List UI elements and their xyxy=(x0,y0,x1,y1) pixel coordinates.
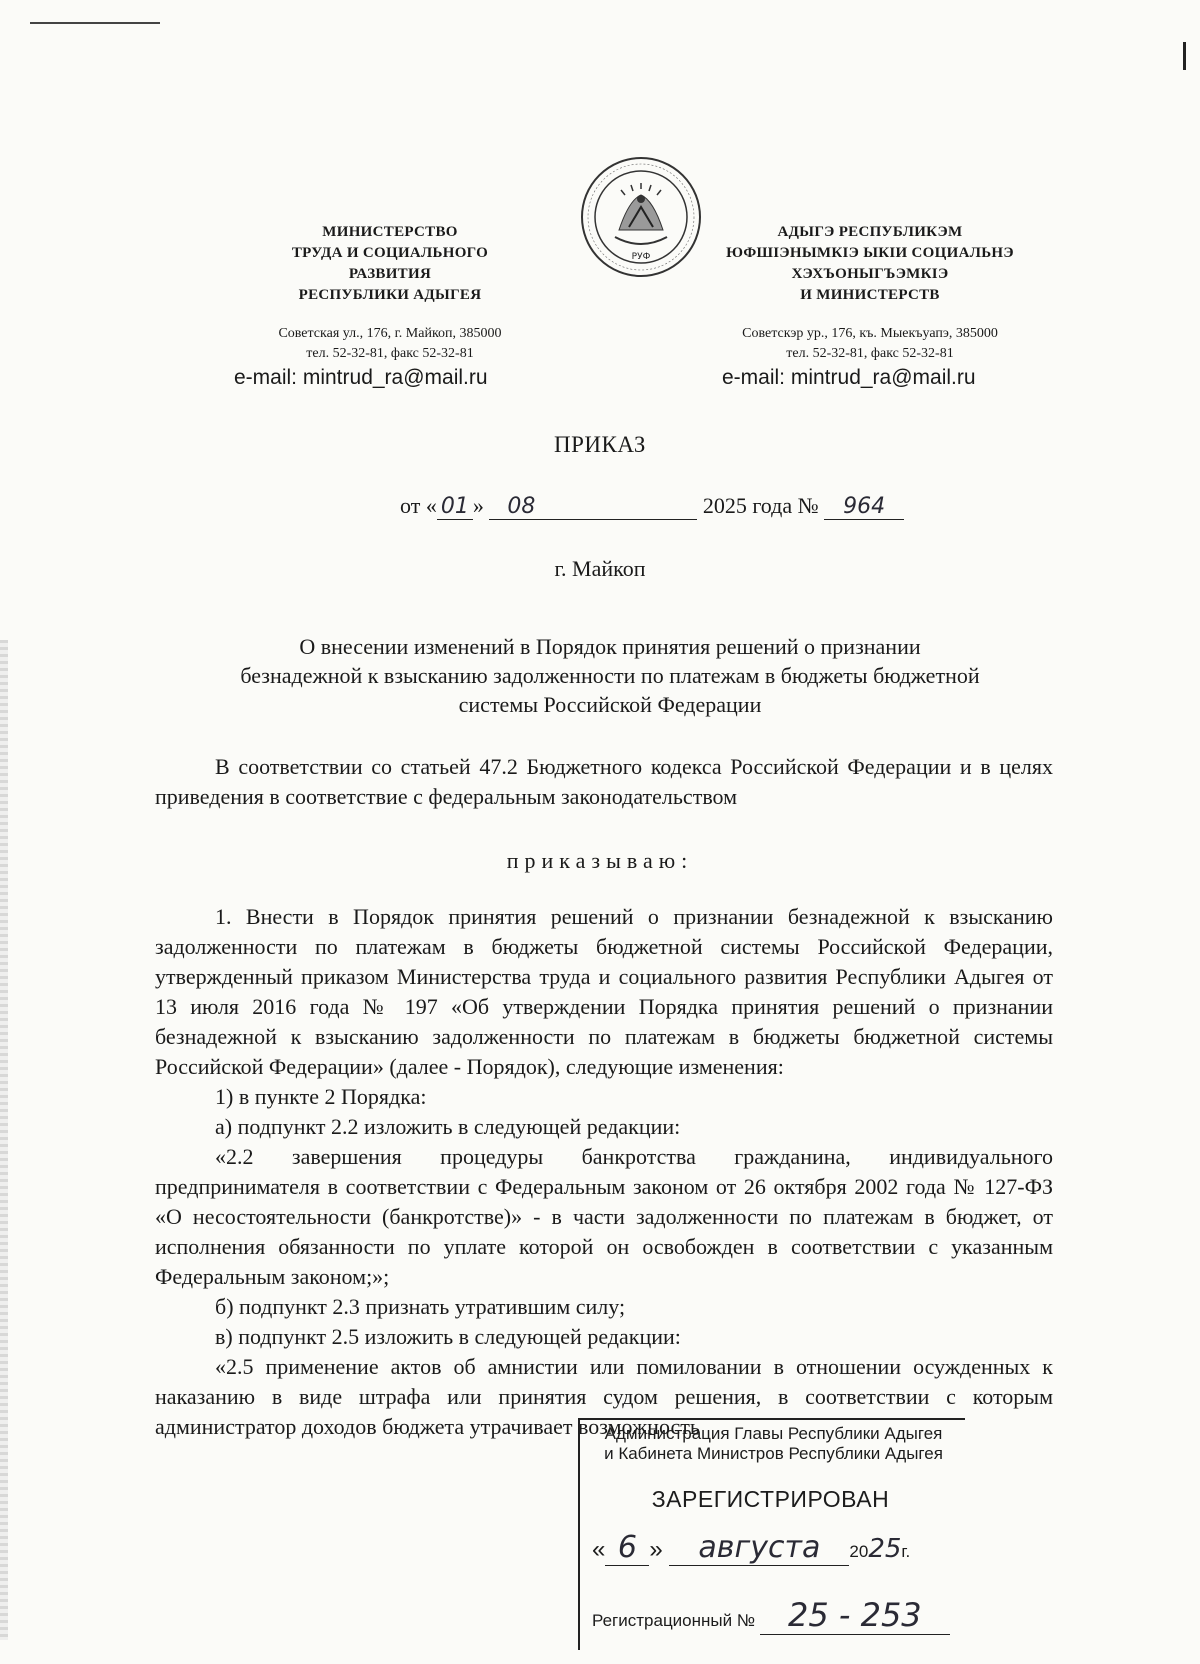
paragraph: в) подпункт 2.5 изложить в следующей редакции: xyxy=(215,1324,681,1349)
stamp-organization xyxy=(586,1424,961,1464)
ministry-ru-contacts xyxy=(220,324,560,364)
address-ru: Советская ул., 176, г. Майкоп, 385000 xyxy=(278,326,502,341)
ministry-ru-line: РАЗВИТИЯ xyxy=(348,266,432,282)
document-body xyxy=(155,902,1053,1442)
stamp-day-handwritten: 6 xyxy=(605,1530,649,1566)
ministry-ru-line: МИНИСТЕРСТВО xyxy=(322,224,458,240)
email-ru: e-mail: mintrud_ra@mail.ru xyxy=(234,366,488,389)
date-month-handwritten: 08 xyxy=(489,495,697,520)
phone-ady: тел. 52-32-81, факс 52-32-81 xyxy=(786,346,954,361)
stamp-registration-number xyxy=(592,1596,962,1635)
stamp-year-end: г. xyxy=(901,1542,911,1561)
ministry-ady-line: ХЭХЪОНЫГЪЭМКІЭ xyxy=(791,266,949,282)
paragraph: 1) в пункте 2 Порядка: xyxy=(215,1084,427,1109)
stamp-reg-label: Регистрационный № xyxy=(592,1611,756,1630)
ministry-name-ru xyxy=(240,222,540,306)
date-prefix: от « xyxy=(400,493,437,518)
phone-ru: тел. 52-32-81, факс 52-32-81 xyxy=(306,346,474,361)
stamp-org-line: и Кабинета Министров Республики Адыгея xyxy=(604,1444,943,1463)
email-ady: e-mail: mintrud_ra@mail.ru xyxy=(722,366,976,389)
scan-artifact-mark xyxy=(1183,42,1186,70)
scan-edge-shadow xyxy=(0,640,8,1640)
ministry-ady-contacts xyxy=(690,324,1050,364)
ministry-ru-line: РЕСПУБЛИКИ АДЫГЕЯ xyxy=(298,287,482,303)
preamble xyxy=(155,752,1053,812)
date-year: 2025 года № xyxy=(702,493,819,518)
subject-line: безнадежной к взысканию задолженности по платежам в бюджеты бюджетной xyxy=(240,663,980,688)
document-number-handwritten: 964 xyxy=(824,495,904,520)
subject-line: системы Российской Федерации xyxy=(458,692,762,717)
ministry-ady-line: ЮФШІЭНЫМКІЭ ЫКІИ СОЦИАЛЬНЭ xyxy=(726,245,1014,261)
paragraph: «2.5 применение актов об амнистии или помиловании в отношении осужденных к наказанию в виде штрафа или принятия судом решения, в соответствии с которым администратор доходов бюджета утрачивает возможность xyxy=(155,1354,1053,1439)
paragraph: б) подпункт 2.3 признать утратившим силу; xyxy=(215,1294,626,1319)
registration-stamp xyxy=(578,1418,963,1648)
stamp-quote-close: » xyxy=(649,1536,663,1563)
ministry-name-ady xyxy=(700,222,1040,306)
ministry-ady-line: И МИНИСТЕРСТВ xyxy=(800,287,940,303)
stamp-status: ЗАРЕГИСТРИРОВАН xyxy=(651,1486,890,1512)
preamble-text: В соответствии со статьей 47.2 Бюджетного кодекса Российской Федерации и в целях приведения в соответствие с федеральным законодательством xyxy=(155,754,1053,809)
date-sep: » xyxy=(472,493,484,518)
stamp-date xyxy=(592,1530,962,1566)
stamp-month-handwritten: августа xyxy=(669,1530,849,1566)
document-subject xyxy=(160,632,1060,719)
stamp-quote-open: « xyxy=(592,1536,606,1563)
stamp-year-prefix: 20 xyxy=(849,1542,869,1561)
ministry-ru-line: ТРУДА И СОЦИАЛЬНОГО xyxy=(291,245,489,261)
document-title: ПРИКАЗ xyxy=(554,432,646,457)
paragraph: а) подпункт 2.2 изложить в следующей редакции: xyxy=(215,1114,681,1139)
scan-artifact-line xyxy=(30,22,160,24)
ministry-ady-line: АДЫГЭ РЕСПУБЛИКЭМ xyxy=(777,224,963,240)
document-date-line xyxy=(400,493,904,520)
order-word: приказываю: xyxy=(506,848,694,873)
republic-emblem xyxy=(579,155,703,279)
date-day-handwritten: 01 xyxy=(437,495,473,520)
stamp-org-line: Администрация Главы Республики Адыгея xyxy=(604,1424,943,1443)
paragraph: «2.2 завершения процедуры банкротства гражданина, индивидуального предпринимателя в соответствии с Федеральным законом от 26 октября 2002 года № 127-ФЗ «О несостоятельности (банкротстве)» - в части задолженности по платежам в бюджет, от исполнения обязанности по уплате которой он освобожден в соответствии с указанным Федеральным законом;»; xyxy=(155,1144,1053,1289)
emblem-bottom-text: РУФ xyxy=(631,252,651,262)
subject-line: О внесении изменений в Порядок принятия решений о признании xyxy=(299,634,921,659)
stamp-year-handwritten: 25 xyxy=(868,1534,902,1564)
address-ady: Советскэр ур., 176, къ. Мыекъуапэ, 385000 xyxy=(742,326,998,341)
stamp-reg-number-handwritten: 25 - 253 xyxy=(760,1596,950,1635)
document-city: г. Майкоп xyxy=(554,556,646,581)
paragraph: 1. Внести в Порядок принятия решений о признании безнадежной к взысканию задолженности по платежам в бюджеты бюджетной системы Российской Федерации, утвержденный приказом Министерства труда и социального развития Республики Адыгея от 13 июля 2016 года № 197 «Об утверждении Порядка принятия решений о признании безнадежной к взысканию задолженности по платежам в бюджеты бюджетной системы Российской Федерации» (далее - Порядок), следующие изменения: xyxy=(155,904,1053,1079)
